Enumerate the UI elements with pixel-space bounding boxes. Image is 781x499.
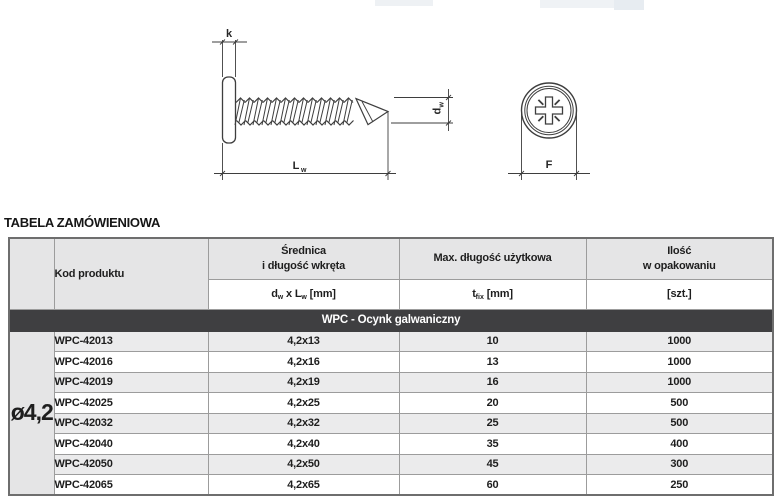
header-quantity-line2: w opakowaniu	[642, 259, 716, 272]
qty-cell: 300	[586, 454, 773, 475]
pozi-drive-icon	[536, 97, 563, 124]
screw-side-view	[212, 40, 453, 181]
tfix-cell: 35	[399, 434, 586, 455]
header-quantity	[586, 238, 773, 279]
dim-k-lines	[212, 40, 247, 78]
order-table	[8, 237, 774, 496]
dim-lw-label-sub: w	[301, 167, 307, 174]
header-quantity-line1: Ilość	[667, 244, 692, 257]
dim-k-label: k	[225, 28, 233, 40]
diameter-label: ø4,2	[9, 331, 54, 495]
header-max-length: Max. długość użytkowa	[399, 238, 586, 279]
table-row	[9, 413, 773, 434]
dim-lw-label: L	[292, 160, 300, 172]
product-code-cell: WPC-42019	[54, 372, 208, 393]
header-product-code: Kod produktu	[54, 238, 208, 309]
tfix-cell: 20	[399, 393, 586, 414]
page-title: TABELA ZAMÓWIENIOWA	[4, 215, 161, 230]
tfix-cell: 25	[399, 413, 586, 434]
qty-cell: 1000	[586, 372, 773, 393]
table-row	[9, 393, 773, 414]
dimension-cell: 4,2x65	[208, 475, 399, 496]
screw-technical-drawing	[0, 0, 781, 212]
header-diameter-line1: Średnica	[281, 244, 326, 257]
product-code-cell: WPC-42050	[54, 454, 208, 475]
header-diameter-line2: i długość wkręta	[262, 259, 345, 272]
tfix-cell: 16	[399, 372, 586, 393]
dim-dw-label: d	[431, 107, 444, 115]
product-code-cell: WPC-42040	[54, 434, 208, 455]
header-row	[9, 238, 773, 279]
dimension-cell: 4,2x19	[208, 372, 399, 393]
product-code-cell: WPC-42065	[54, 475, 208, 496]
dimension-cell: 4,2x25	[208, 393, 399, 414]
dim-dw-label-group	[432, 102, 446, 115]
dimension-cell: 4,2x13	[208, 331, 399, 352]
unit-tfix: tfix [mm]	[399, 279, 586, 309]
product-code-cell: WPC-42032	[54, 413, 208, 434]
tfix-cell: 60	[399, 475, 586, 496]
header-empty-cell	[9, 238, 54, 309]
group-band-label: WPC - Ocynk galwaniczny	[9, 309, 773, 331]
dimension-cell: 4,2x32	[208, 413, 399, 434]
product-code-cell: WPC-42016	[54, 352, 208, 373]
screw-head-side	[223, 77, 236, 143]
header-diameter-length	[208, 238, 399, 279]
table-row	[9, 475, 773, 496]
top-edge-artifacts	[375, 0, 644, 10]
unit-dw-lw: dw x Lw [mm]	[208, 279, 399, 309]
tfix-cell: 45	[399, 454, 586, 475]
dim-dw-lines	[391, 89, 453, 131]
table-row	[9, 331, 773, 352]
qty-cell: 250	[586, 475, 773, 496]
dim-f-label: F	[545, 159, 553, 171]
table-row	[9, 372, 773, 393]
tfix-cell: 13	[399, 352, 586, 373]
dimension-cell: 4,2x50	[208, 454, 399, 475]
qty-cell: 400	[586, 434, 773, 455]
table-row	[9, 434, 773, 455]
screw-thread	[235, 98, 354, 125]
unit-szt: [szt.]	[586, 279, 773, 309]
table-row	[9, 352, 773, 373]
group-band	[9, 309, 773, 331]
product-code-cell: WPC-42025	[54, 393, 208, 414]
table-row	[9, 454, 773, 475]
dimension-cell: 4,2x40	[208, 434, 399, 455]
qty-cell: 1000	[586, 331, 773, 352]
tfix-cell: 10	[399, 331, 586, 352]
dimension-cell: 4,2x16	[208, 352, 399, 373]
qty-cell: 1000	[586, 352, 773, 373]
product-code-cell: WPC-42013	[54, 331, 208, 352]
dim-dw-label-sub: w	[438, 102, 446, 108]
qty-cell: 500	[586, 393, 773, 414]
qty-cell: 500	[586, 413, 773, 434]
